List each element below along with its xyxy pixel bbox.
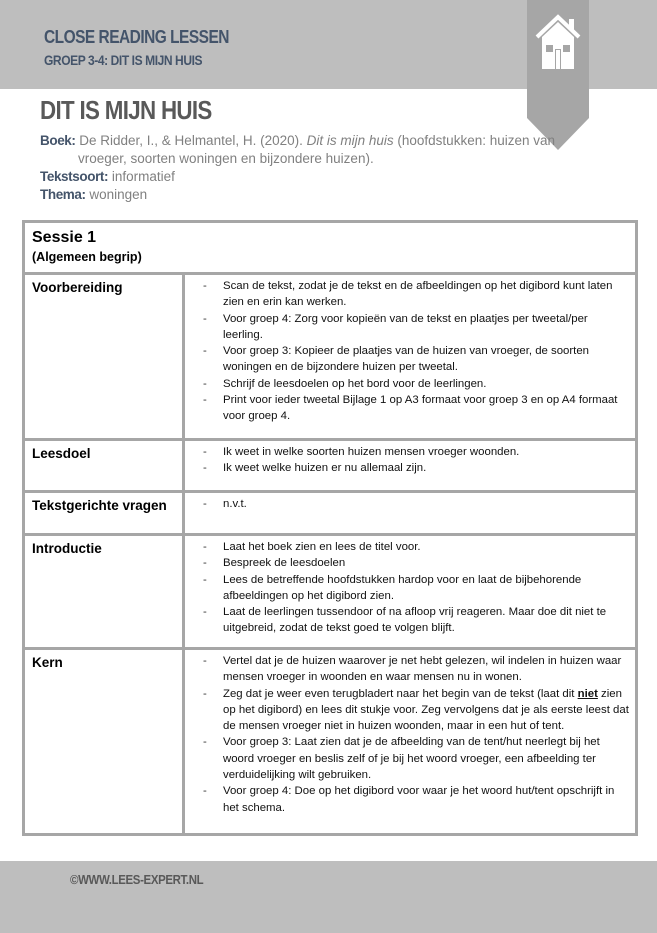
table-row-kern (24, 649, 637, 835)
series-subtitle: GROEP 3-4: DIT IS MIJN HUIS (44, 52, 203, 68)
series-title: CLOSE READING LESSEN (44, 27, 229, 47)
list-item: - Laat de leerlingen tussendoor of na afloop vrij reageren. Maar doe dit niet te uitgebreid, zodat de tekst goed te volgen blijft. (203, 604, 629, 637)
row-label: Voorbereiding (24, 274, 184, 440)
table-row-tekstgerichte-vragen (24, 492, 637, 535)
row-content (184, 535, 637, 649)
list-item: - Voor groep 3: Kopieer de plaatjes van de huizen van vroeger, de soorten woningen en de bijzondere huizen per tweetal. (203, 343, 629, 376)
list-item: - Vertel dat je de huizen waarover je net hebt gelezen, wil indelen in huizen waar mensen vroeger in woonden en waar mensen nu in wonen. (203, 653, 629, 686)
row-content (184, 492, 637, 535)
list-item: - Ik weet in welke soorten huizen mensen vroeger woonden. (203, 444, 629, 460)
list-item: - Laat het boek zien en lees de titel voor. (203, 539, 629, 555)
emphasis-niet: niet (577, 687, 598, 700)
session-title: Sessie 1 (32, 229, 97, 246)
list-item: - Voor groep 3: Laat zien dat je de afbeelding van de tent/hut neerlegt bij het woord vroeger en beslis zelf of je bij het woord vroeger, een afbeelding ter verduidelijking wilt gebruiken. (203, 734, 629, 783)
table-row-voorbereiding (24, 274, 637, 440)
list-item: - Voor groep 4: Doe op het digibord voor waar je het woord hut/tent opschrijft in het schema. (203, 783, 629, 816)
list-item: - Lees de betreffende hoofdstukken hardop voor en laat de bijbehorende afbeeldingen op het digibord zien. (203, 572, 629, 605)
lesson-table (22, 220, 638, 836)
page-title: DIT IS MIJN HUIS (40, 95, 212, 125)
row-label: Leesdoel (24, 440, 184, 492)
table-row-introductie (24, 535, 637, 649)
bookmark-ribbon (527, 0, 589, 150)
row-content (184, 649, 637, 835)
row-label: Tekstgerichte vragen (24, 492, 184, 535)
theme (40, 186, 620, 204)
theme-label: Thema: (40, 187, 86, 202)
list-item: - Ik weet welke huizen er nu allemaal zijn. (203, 460, 629, 476)
session-header-row (24, 222, 637, 274)
list-item: - Print voor ieder tweetal Bijlage 1 op A3 formaat voor groep 3 en op A4 formaat voor groep 4. (203, 392, 629, 425)
session-subtitle: (Algemeen begrip) (32, 250, 142, 264)
text-type-label: Tekstsoort: (40, 169, 109, 184)
book-reference: Boek: De Ridder, I., & Helmantel, H. (2020). Dit is mijn huis (hoofdstukken: huizen van vroeger, soorten woningen en bijzondere huizen). (40, 133, 556, 166)
book-meta (40, 132, 620, 204)
text-type-value: informatief (108, 169, 175, 184)
theme-value: woningen (85, 187, 148, 202)
list-item: - n.v.t. (203, 496, 629, 512)
footer (0, 861, 657, 933)
row-label: Introductie (24, 535, 184, 649)
row-label: Kern (24, 649, 184, 835)
row-content (184, 274, 637, 440)
list-item: - Voor groep 4: Zorg voor kopieën van de tekst en plaatjes per tweetal/per leerling. (203, 311, 629, 344)
session-header (24, 222, 637, 274)
list-item: - Bespreek de leesdoelen (203, 555, 629, 571)
book-title: Dit is mijn huis (306, 133, 394, 148)
list-item: - Schrijf de leesdoelen op het bord voor de leerlingen. (203, 376, 629, 392)
copyright-link[interactable]: ©WWW.LEES-EXPERT.NL (70, 872, 204, 887)
list-item: - Zeg dat je weer even terugbladert naar het begin van de tekst (laat dit niet zien op het digibord) en lees dit stukje voor. Zeg vervolgens dat je als eerste leest dat de mensen vroeger niet in huizen woonden, maar in een hut of tent. (203, 686, 629, 735)
table-row-leesdoel (24, 440, 637, 492)
list-item: - Scan de tekst, zodat je de tekst en de afbeeldingen op het digibord kunt laten zien en erin kan werken. (203, 278, 629, 311)
book-label: Boek: (40, 133, 76, 148)
text-type (40, 168, 620, 186)
row-content (184, 440, 637, 492)
